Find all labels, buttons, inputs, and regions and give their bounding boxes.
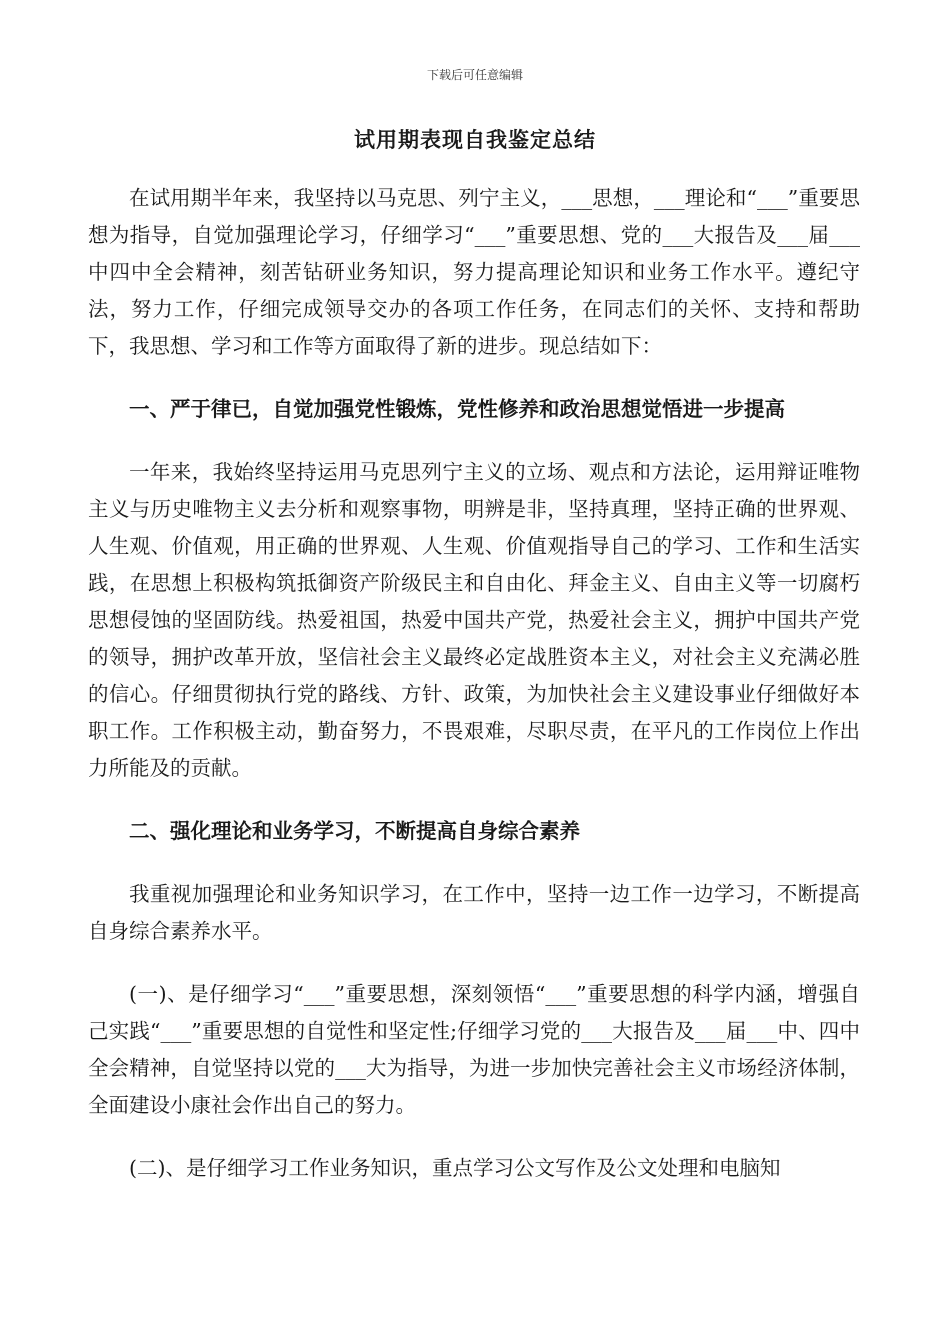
header-note: 下载后可任意编辑 [426,68,523,82]
document-title: 试用期表现自我鉴定总结 [354,127,596,152]
section-2-item-1-paragraph: (一)、是仔细学习“___”重要思想，深刻领悟“___”重要思想的科学内涵，增强自己实践“___”重要思想的自觉性和坚定性;仔细学习党的___大报告及___届___中、四中全会精神，自觉坚持以党的___大为指导，为进一步加快完善社会主义市场经济体制，全面建设小康社会作出自己的努力。 [88,982,860,1117]
section-2-intro-paragraph: 我重视加强理论和业务知识学习，在工作中，坚持一边工作一边学习，不断提高自身综合素养水平。 [88,882,860,943]
section-1-paragraph: 一年来，我始终坚持运用马克思列宁主义的立场、观点和方法论，运用辩证唯物主义与历史唯物主义去分析和观察事物，明辨是非，坚持真理，坚持正确的世界观、人生观、价值观，用正确的世界观、人生观、价值观指导自己的学习、工作和生活实践，在思想上积极构筑抵御资产阶级民主和自由化、拜金主义、自由主义等一切腐朽思想侵蚀的坚固防线。热爱祖国，热爱中国共产党，热爱社会主义，拥护中国共产党的领导，拥护改革开放，坚信社会主义最终必定战胜资本主义，对社会主义充满必胜的信心。仔细贯彻执行党的路线、方针、政策，为加快社会主义建设事业仔细做好本职工作。工作积极主动，勤奋努力，不畏艰难，尽职尽责，在平凡的工作岗位上作出力所能及的贡献。 [88,460,860,780]
document-body [88,180,860,1187]
section-2-item-2-paragraph: (二)、是仔细学习工作业务知识，重点学习公文写作及公文处理和电脑知 [129,1156,781,1180]
section-heading-1: 一、严于律已，自觉加强党性锻炼，党性修养和政治思想觉悟进一步提高 [129,397,785,421]
section-heading-2: 二、强化理论和业务学习，不断提高自身综合素养 [129,819,580,843]
intro-paragraph: 在试用期半年来，我坚持以马克思、列宁主义，___思想，___理论和“___”重要思想为指导，自觉加强理论学习，仔细学习“___”重要思想、党的___大报告及___届___中四中全会精神，刻苦钻研业务知识，努力提高理论知识和业务工作水平。遵纪守法，努力工作，仔细完成领导交办的各项工作任务，在同志们的关怀、支持和帮助下，我思想、学习和工作等方面取得了新的进步。现总结如下： [88,186,860,358]
